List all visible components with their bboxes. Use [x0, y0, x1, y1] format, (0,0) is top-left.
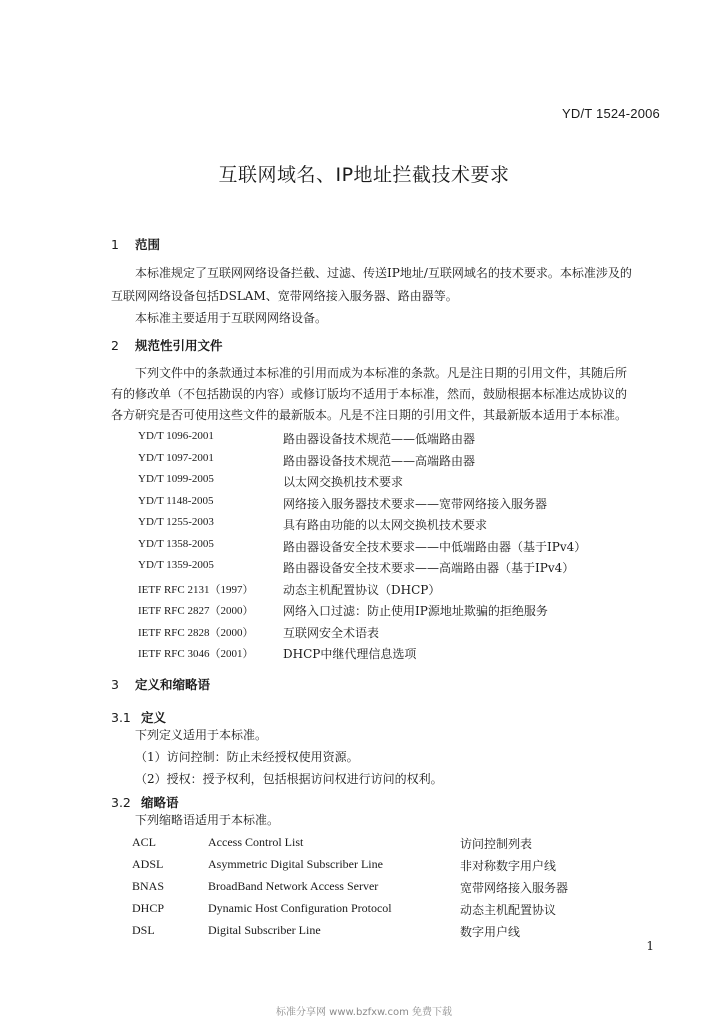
reference-title: 路由器设备安全技术要求——中低端路由器（基于IPv4）	[283, 539, 587, 554]
section-1-heading	[111, 235, 160, 253]
reference-code: YD/T 1096-2001	[138, 430, 214, 442]
abbreviation-row	[132, 857, 612, 879]
abbreviation-chinese: 数字用户线	[460, 925, 521, 939]
section-1-title: 范围	[135, 237, 161, 252]
section-3-2-heading	[111, 793, 179, 811]
section-3-2-number: 3.2	[111, 795, 131, 810]
reference-code: IETF RFC 2827（2000）	[138, 605, 254, 617]
section-1-para-2: 本标准主要适用于互联网网络设备。	[135, 311, 328, 325]
reference-code: YD/T 1359-2005	[138, 559, 214, 571]
abbreviation-list	[132, 835, 612, 945]
definition-item-2: （2）授权：授予权利，包括根据访问权进行访问的权利。	[135, 772, 443, 786]
reference-code: YD/T 1148-2005	[138, 494, 214, 507]
section-3-heading	[111, 675, 210, 693]
abbreviation-chinese: 动态主机配置协议	[460, 903, 557, 917]
abbreviation-row	[132, 923, 612, 945]
abbreviation: DSL	[132, 923, 155, 937]
reference-item	[138, 645, 698, 667]
abbreviation-english: BroadBand Network Access Server	[208, 879, 379, 893]
section-2-intro-line-1: 下列文件中的条款通过本标准的引用而成为本标准的条款。凡是注日期的引用文件，其随后所	[135, 366, 628, 380]
abbreviation-english: Access Control List	[208, 835, 304, 849]
reference-item	[138, 581, 698, 603]
abbreviation-chinese: 宽带网络接入服务器	[460, 881, 569, 895]
section-3-2-intro: 下列缩略语适用于本标准。	[135, 813, 280, 827]
reference-item	[138, 624, 698, 646]
reference-title: DHCP中继代理信息选项	[283, 647, 417, 661]
section-2-heading	[111, 336, 223, 354]
reference-title: 动态主机配置协议（DHCP）	[283, 582, 441, 597]
section-1-para-1-line-2: 互联网网络设备包括DSLAM、宽带网络接入服务器、路由器等。	[111, 289, 458, 303]
reference-title: 互联网安全术语表	[283, 625, 380, 640]
section-1-number: 1	[111, 237, 119, 252]
footer-watermark: 标准分享网 www.bzfxw.com 免费下载	[276, 1007, 452, 1018]
abbreviation-row	[132, 879, 612, 901]
reference-item	[138, 430, 698, 452]
page-title: 互联网域名、IP地址拦截技术要求	[218, 164, 510, 186]
reference-code: IETF RFC 3046（2001）	[138, 648, 254, 660]
reference-title: 具有路由功能的以太网交换机技术要求	[283, 518, 488, 532]
reference-title: 路由器设备技术规范——高端路由器	[283, 453, 476, 468]
reference-item	[138, 473, 698, 495]
abbreviation: BNAS	[132, 879, 165, 893]
reference-code: YD/T 1097-2001	[138, 451, 214, 464]
section-2-number: 2	[111, 338, 119, 353]
section-2-intro-line-2: 有的修改单（不包括勘误的内容）或修订版均不适用于本标准，然而，鼓励根据本标准达成协议的	[111, 387, 628, 401]
reference-title: 路由器设备安全技术要求——高端路由器（基于IPv4）	[283, 561, 575, 575]
abbreviation: DHCP	[132, 901, 165, 915]
abbreviation-row	[132, 901, 612, 923]
abbreviation: ACL	[132, 835, 156, 849]
abbreviation-english: Dynamic Host Configuration Protocol	[208, 901, 392, 915]
reference-code: YD/T 1099-2005	[138, 473, 214, 485]
section-1-para-1-line-1: 本标准规定了互联网网络设备拦截、过滤、传送IP地址/互联网域名的技术要求。本标准涉及的	[135, 266, 632, 280]
reference-item	[138, 559, 698, 581]
abbreviation-row	[132, 835, 612, 857]
page-number: 1	[646, 939, 654, 953]
reference-title: 路由器设备技术规范——低端路由器	[283, 432, 476, 446]
section-3-number: 3	[111, 677, 119, 692]
section-3-1-title: 定义	[141, 710, 167, 725]
reference-code: YD/T 1358-2005	[138, 537, 214, 550]
abbreviation-chinese: 非对称数字用户线	[460, 859, 557, 873]
reference-item	[138, 452, 698, 474]
section-2-intro-line-3: 各方研究是否可使用这些文件的最新版本。凡是不注日期的引用文件，其最新版本适用于本标准。	[111, 408, 628, 422]
section-2-title: 规范性引用文件	[135, 338, 223, 353]
abbreviation-english: Asymmetric Digital Subscriber Line	[208, 857, 383, 871]
abbreviation-chinese: 访问控制列表	[460, 837, 533, 851]
section-3-title: 定义和缩略语	[135, 677, 211, 692]
reference-item	[138, 495, 698, 517]
reference-code: IETF RFC 2131（1997）	[138, 583, 254, 596]
reference-list	[138, 430, 698, 667]
reference-title: 网络入口过滤：防止使用IP源地址欺骗的拒绝服务	[283, 604, 548, 618]
reference-title: 网络接入服务器技术要求——宽带网络接入服务器	[283, 496, 548, 511]
definition-item-1: （1）访问控制：防止未经授权使用资源。	[135, 750, 359, 764]
reference-item	[138, 516, 698, 538]
section-3-1-intro: 下列定义适用于本标准。	[135, 728, 268, 742]
abbreviation-english: Digital Subscriber Line	[208, 923, 321, 937]
document-number: YD/T 1524-2006	[562, 106, 660, 121]
reference-item	[138, 538, 698, 560]
section-3-1-number: 3.1	[111, 710, 131, 725]
reference-item	[138, 602, 698, 624]
reference-code: YD/T 1255-2003	[138, 516, 214, 528]
reference-code: IETF RFC 2828（2000）	[138, 626, 254, 639]
reference-title: 以太网交换机技术要求	[283, 475, 404, 489]
abbreviation: ADSL	[132, 857, 164, 871]
section-3-2-title: 缩略语	[141, 795, 179, 810]
section-3-1-heading	[111, 708, 166, 726]
